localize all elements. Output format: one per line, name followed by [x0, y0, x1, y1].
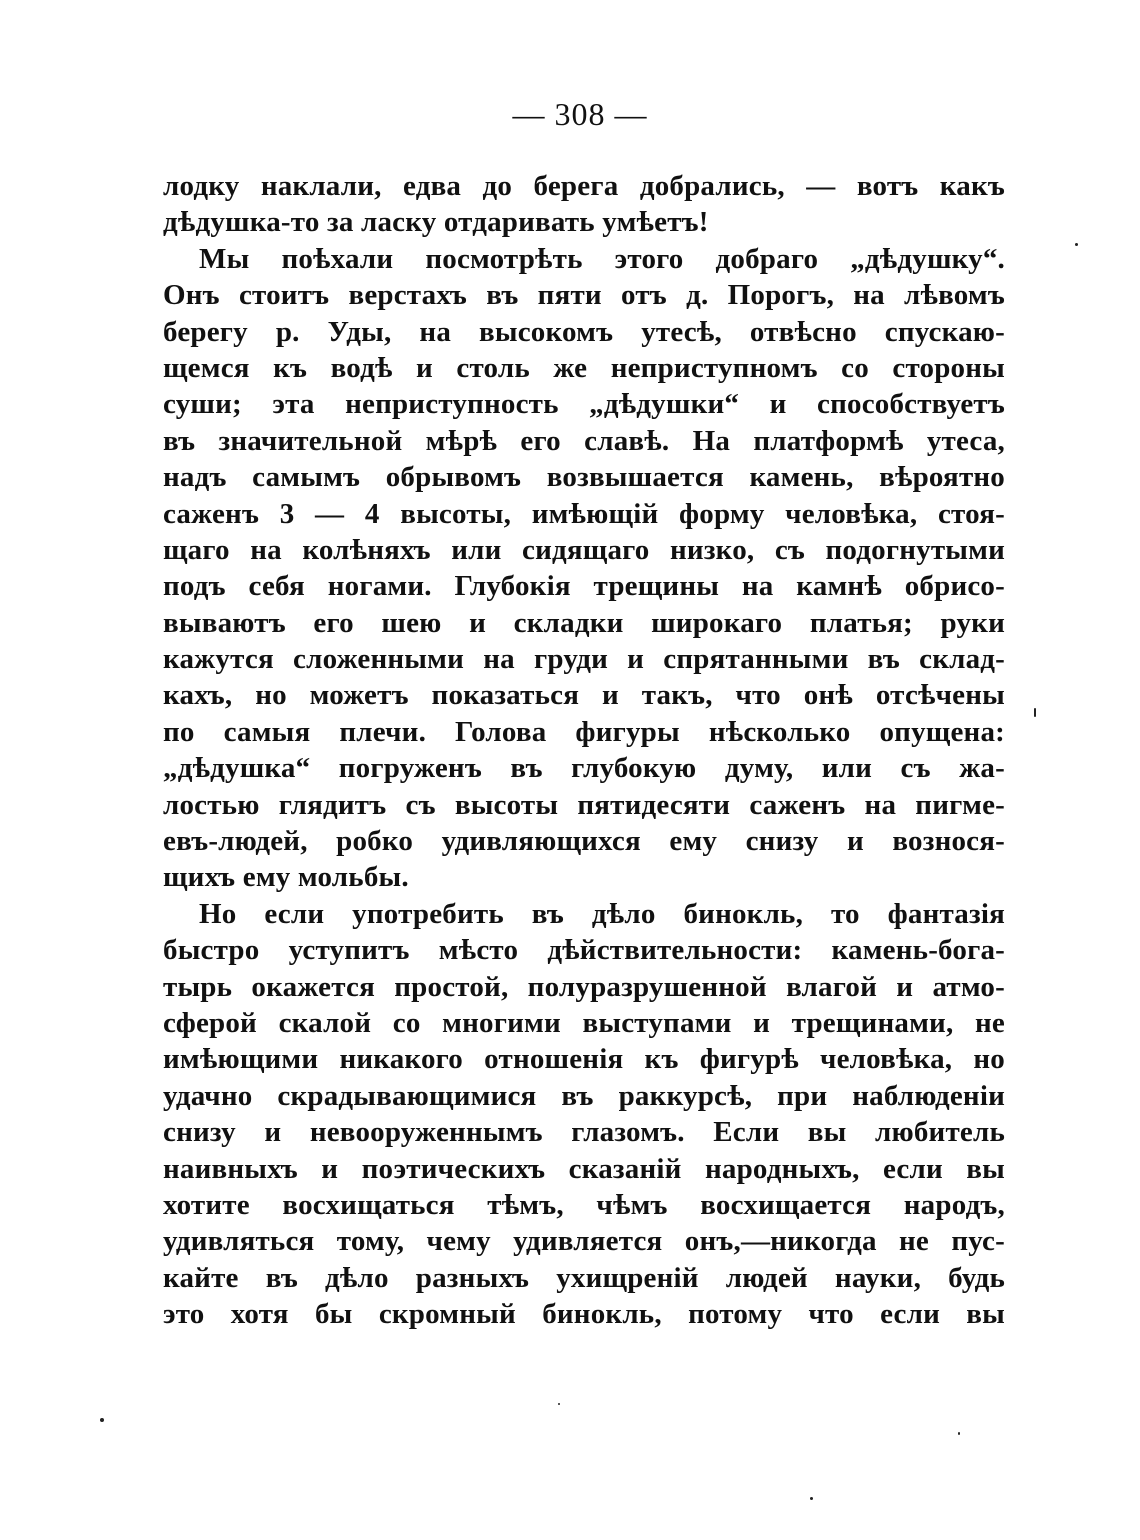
text-line: щемся къ водѣ и столь же неприступномъ со стороны: [163, 351, 1005, 384]
text-line: щаго на колѣняхъ или сидящаго низко, съ подогнутыми: [163, 533, 1005, 566]
scan-speck: [958, 1432, 960, 1435]
text-line: снизу и невооруженнымъ глазомъ. Если вы любитель: [163, 1116, 1005, 1149]
scan-speck: [558, 1403, 560, 1405]
text-line: тырь окажется простой, полуразрушенной влагой и атмо-: [163, 970, 1005, 1003]
text-line: кахъ, но можетъ показаться и такъ, что онѣ отсѣчены: [163, 679, 1005, 712]
scan-speck: [1034, 708, 1036, 717]
text-line: хотите восхищаться тѣмъ, чѣмъ восхищается народъ,: [163, 1188, 1005, 1221]
text-line: сферой скалой со многими выступами и трещинами, не: [163, 1006, 1005, 1039]
text-line: наивныхъ и поэтическихъ сказаній народныхъ, если вы: [163, 1152, 1005, 1185]
text-line: саженъ 3 — 4 высоты, имѣющій форму человѣка, стоя-: [163, 497, 1005, 530]
scan-speck: [100, 1418, 104, 1422]
text-line: берегу р. Уды, на высокомъ утесѣ, отвѣсно спускаю-: [163, 315, 1005, 348]
text-line: евъ-людей, робко удивляющихся ему снизу и вознося-: [163, 825, 1005, 858]
text-line: въ значительной мѣрѣ его славѣ. На платформѣ утеса,: [163, 424, 1005, 457]
text-line: лодку наклали, едва до берега добрались, — вотъ какъ: [163, 170, 1005, 202]
text-line: удивляться тому, чему удивляется онъ,—никогда не пус-: [163, 1225, 1005, 1258]
body-text: [163, 168, 1005, 1333]
text-line: имѣющими никакого отношенія къ фигурѣ человѣка, но: [163, 1043, 1005, 1076]
scan-speck: [1075, 243, 1078, 246]
text-line: кажутся сложенными на груди и спрятанными въ склад-: [163, 643, 1005, 676]
text-line: надъ самымъ обрывомъ возвышается камень, вѣроятно: [163, 461, 1005, 494]
text-line: вываютъ его шею и складки широкаго платья; руки: [163, 606, 1005, 639]
text-line: это хотя бы скромный бинокль, потому что если вы: [163, 1298, 1005, 1331]
text-line: Онъ стоитъ верстахъ въ пяти отъ д. Порогъ, на лѣвомъ: [163, 279, 1005, 312]
scan-speck: [810, 1497, 813, 1500]
text-line: „дѣдушка“ погруженъ въ глубокую думу, или съ жа-: [163, 752, 1005, 785]
text-line: кайте въ дѣло разныхъ ухищреній людей науки, будь: [163, 1261, 1005, 1294]
text-line: Но если употребить въ дѣло бинокль, то фантазія: [199, 897, 1005, 930]
text-line: дѣдушка-то за ласку отдаривать умѣетъ!: [163, 206, 709, 239]
text-line: лостью глядитъ съ высоты пятидесяти саженъ на пигме-: [163, 788, 1005, 821]
text-line: подъ себя ногами. Глубокія трещины на камнѣ обрисо-: [163, 570, 1005, 603]
text-line: щихъ ему мольбы.: [163, 861, 409, 894]
text-line: удачно скрадывающимися въ раккурсѣ, при наблюденіи: [163, 1079, 1005, 1112]
page-number: — 308 —: [512, 96, 648, 132]
text-line: по самыя плечи. Голова фигуры нѣсколько опущена:: [163, 715, 1005, 748]
text-line: Мы поѣхали посмотрѣть этого добраго „дѣдушку“.: [199, 242, 1005, 275]
text-line: быстро уступитъ мѣсто дѣйствительности: камень-бога-: [163, 934, 1005, 967]
text-line: суши; эта неприступность „дѣдушки“ и способствуетъ: [163, 388, 1005, 421]
